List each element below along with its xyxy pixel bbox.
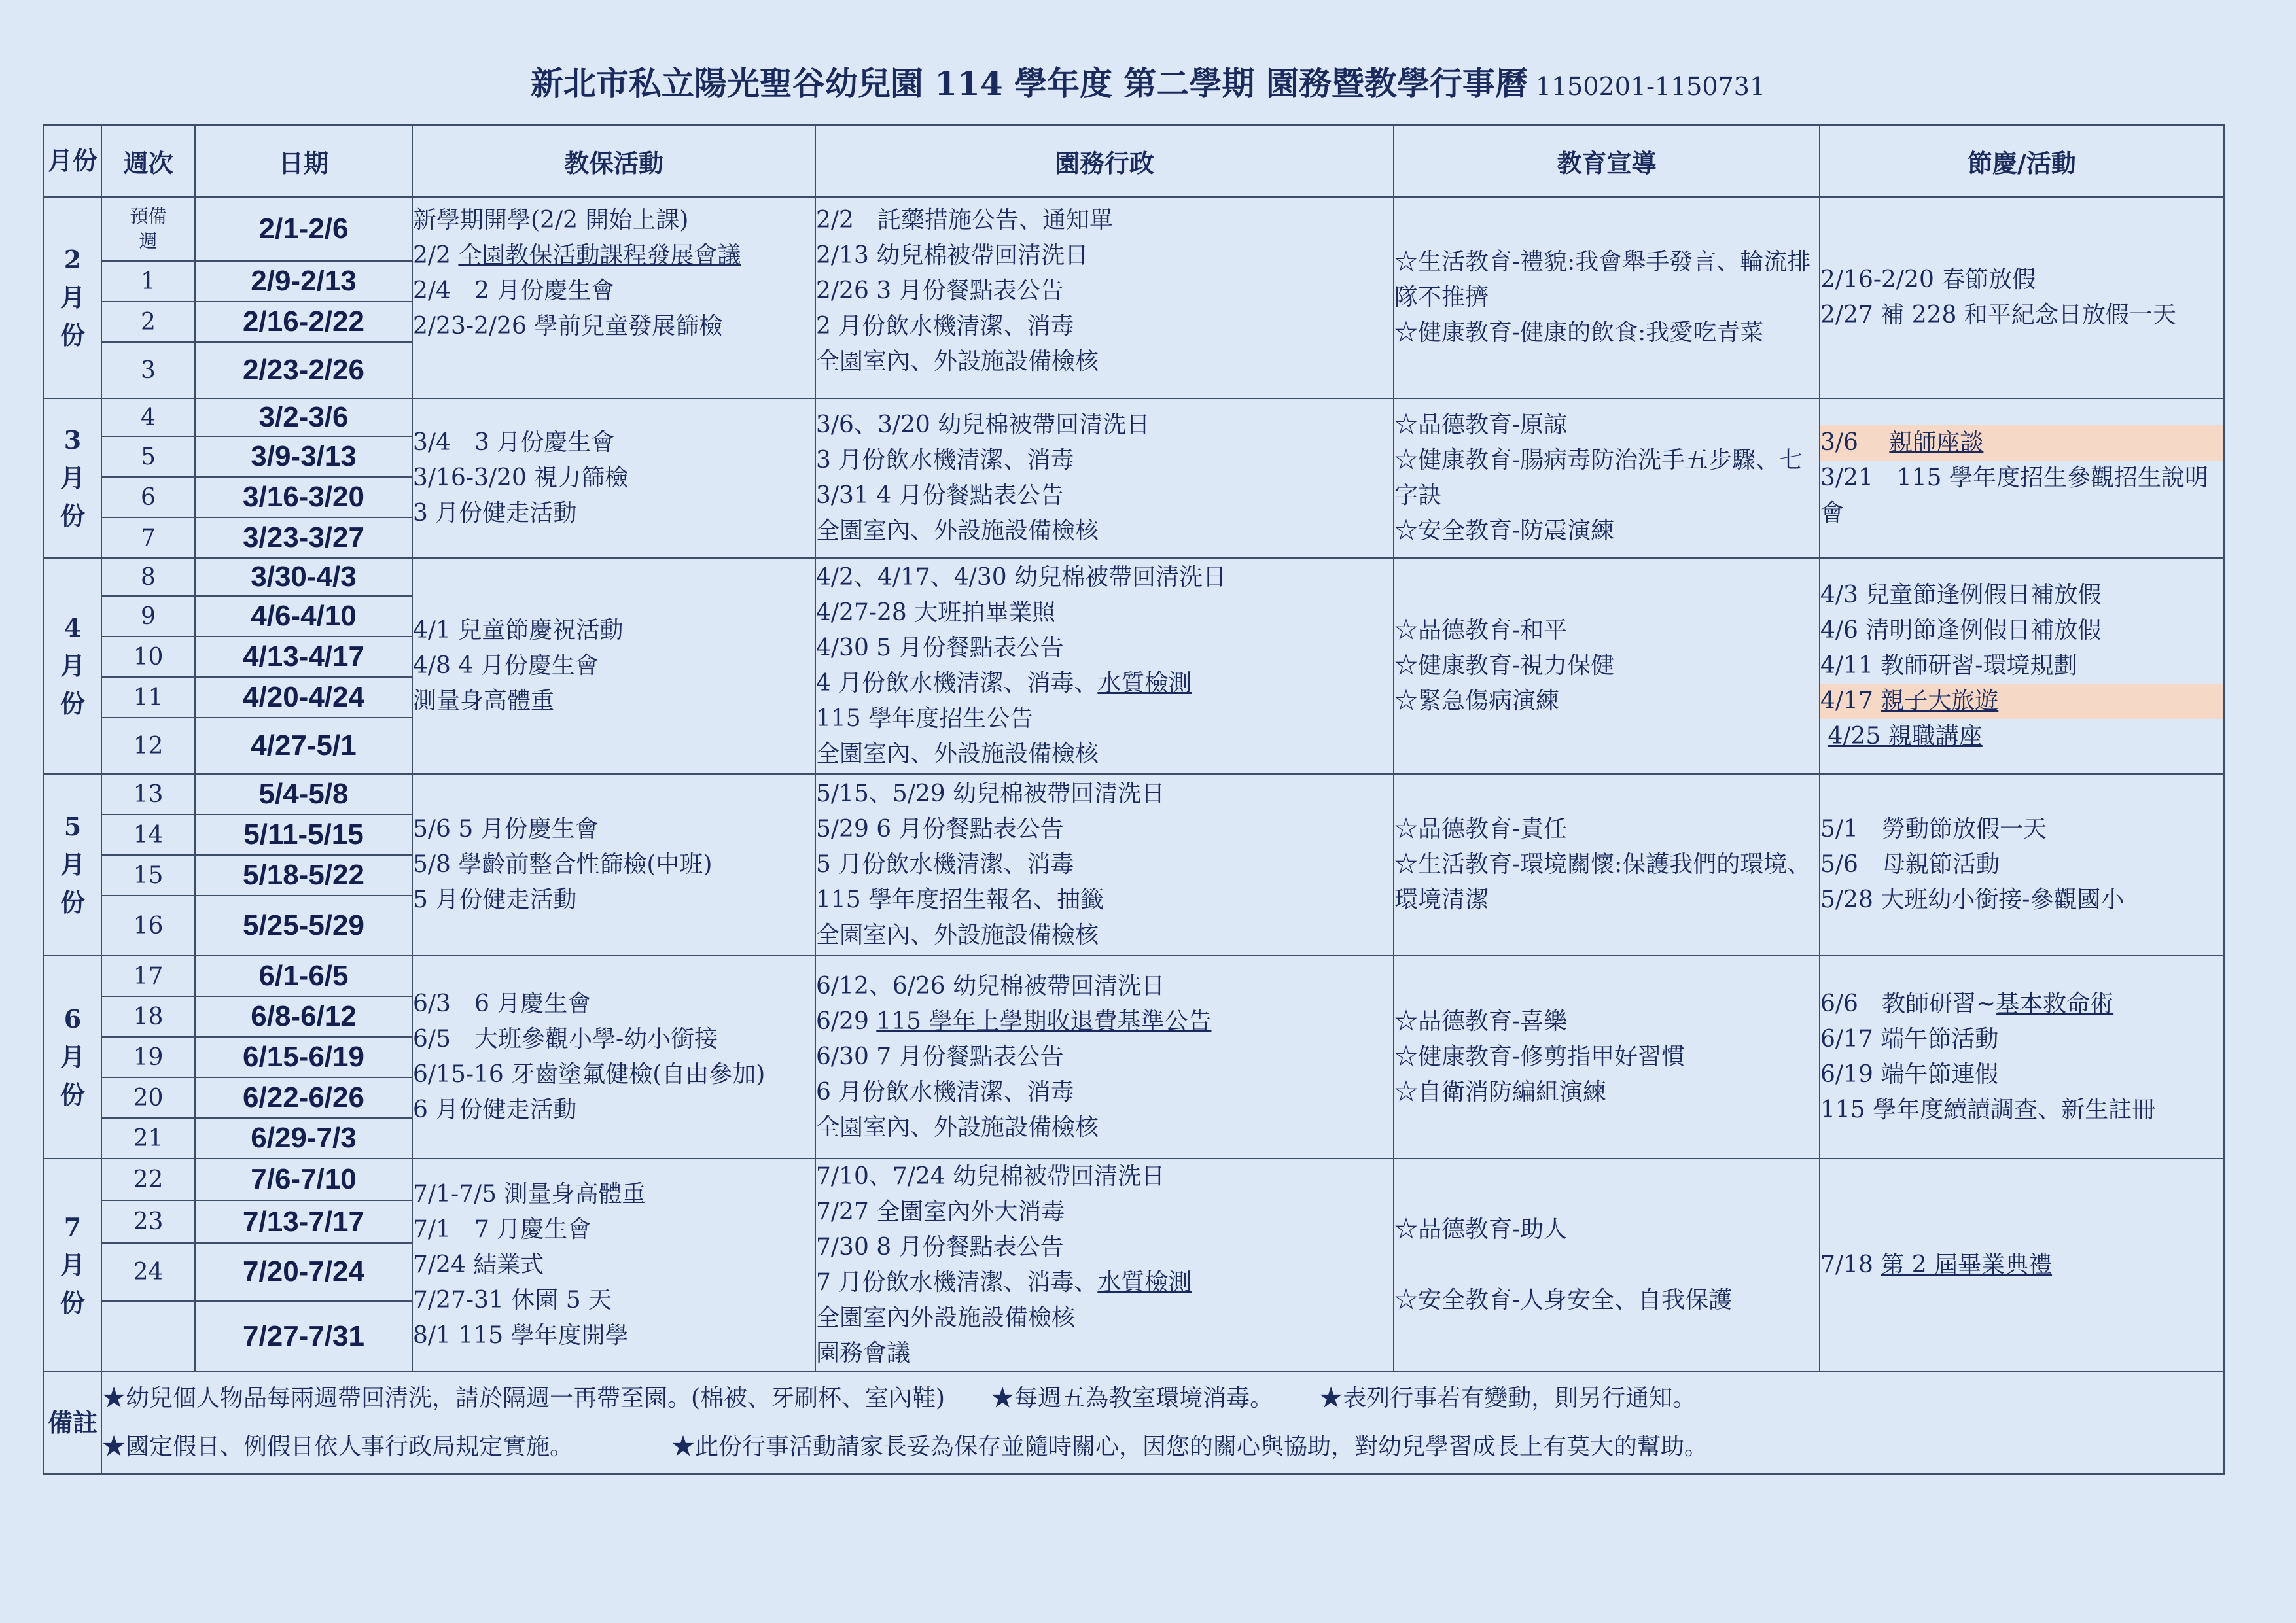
admin-cell <box>815 1159 1394 1372</box>
admin-line: 全園室內外設施設備檢核 <box>816 1304 1076 1331</box>
festival-line-underlined: 基本救命術 <box>1996 990 2114 1017</box>
admin-line: 全園室內、外設施設備檢核 <box>816 741 1099 767</box>
week-row <box>44 398 2224 436</box>
admin-line: 4/27-28 大班拍畢業照 <box>816 599 1056 626</box>
week-date-range: 3/2-3/6 <box>195 398 412 436</box>
admin-line-underlined: 水質檢測 <box>1097 1269 1192 1296</box>
week-row <box>44 1159 2224 1200</box>
admin-line-prefix: 4 月份飲水機清潔、消毒、 <box>816 670 1098 697</box>
week-row <box>44 197 2224 261</box>
education-line: ☆品德教育-原諒 <box>1394 411 1568 438</box>
teaching-line: 6/5 大班參觀小學-幼小銜接 <box>413 1026 718 1053</box>
week-number: 13 <box>101 774 195 814</box>
admin-line: 7/30 8 月份餐點表公告 <box>816 1234 1064 1261</box>
education-line: ☆品德教育-和平 <box>1394 617 1568 644</box>
teaching-line: 6 月份健走活動 <box>413 1096 577 1123</box>
note-item: ★表列行事若有變動，則另行通知。 <box>1319 1385 1697 1412</box>
festival-line <box>1820 425 2223 461</box>
week-date-range: 6/1-6/5 <box>195 956 412 996</box>
admin-line: 6/30 7 月份餐點表公告 <box>816 1043 1064 1070</box>
festival-line: 6/17 端午節活動 <box>1820 1026 1999 1053</box>
festival-line-underlined: 親師座談 <box>1889 429 1984 456</box>
week-date-range: 7/6-7/10 <box>195 1159 412 1200</box>
teaching-line-underlined: 全園教保活動課程發展會議 <box>458 242 741 269</box>
admin-line: 3 月份飲水機清潔、消毒 <box>816 447 1074 474</box>
week-number: 4 <box>101 398 195 436</box>
teaching-cell <box>412 956 815 1159</box>
note-item: ★幼兒個人物品每兩週帶回清洗，請於隔週一再帶至園。(棉被、牙刷杯、室內鞋) <box>102 1385 945 1412</box>
festival-line <box>1820 986 2223 1022</box>
admin-line: 5/15、5/29 幼兒棉被帶回清洗日 <box>816 780 1165 807</box>
notes-line-1 <box>102 1374 2223 1423</box>
header-date: 日期 <box>195 125 412 197</box>
teaching-cell <box>412 398 815 558</box>
teaching-line: 3/4 3 月份慶生會 <box>413 429 615 456</box>
week-number: 1 <box>101 261 195 302</box>
week-date-range: 3/16-3/20 <box>195 477 412 517</box>
teaching-line: 5/6 5 月份慶生會 <box>413 816 599 843</box>
festival-line-underlined: 4/25 親職講座 <box>1828 723 1983 750</box>
festival-line: 2/27 補 228 和平紀念日放假一天 <box>1820 302 2176 328</box>
notes-row <box>44 1372 2224 1474</box>
week-date-range: 6/22-6/26 <box>195 1077 412 1118</box>
admin-line: 3/6、3/20 幼兒棉被帶回清洗日 <box>816 411 1150 438</box>
festival-cell <box>1820 774 2224 956</box>
notes-label: 備註 <box>44 1372 101 1474</box>
month-label: 5月份 <box>44 774 101 956</box>
teaching-cell <box>412 197 815 398</box>
week-number: 9 <box>101 596 195 637</box>
teaching-cell <box>412 558 815 774</box>
festival-cell <box>1820 956 2224 1159</box>
week-date-range: 7/27-7/31 <box>195 1301 412 1372</box>
week-number: 18 <box>101 996 195 1037</box>
admin-line-prefix: 6/29 <box>816 1008 877 1035</box>
month-label: 6月份 <box>44 956 101 1159</box>
festival-line-prefix <box>1820 723 1828 750</box>
week-row <box>44 956 2224 996</box>
calendar-table <box>43 124 2225 1475</box>
admin-line: 全園室內、外設施設備檢核 <box>816 517 1099 544</box>
festival-cell <box>1820 558 2224 774</box>
education-line: ☆安全教育-人身安全、自我保護 <box>1394 1287 1733 1314</box>
festival-line-prefix: 6/6 教師研習~ <box>1820 990 1996 1017</box>
week-date-range: 2/23-2/26 <box>195 342 412 398</box>
note-item: ★每週五為教室環境消毒。 <box>991 1385 1274 1412</box>
admin-line: 2/26 3 月份餐點表公告 <box>816 277 1064 304</box>
week-date-range: 5/11-5/15 <box>195 814 412 855</box>
week-number: 14 <box>101 814 195 855</box>
admin-line: 3/31 4 月份餐點表公告 <box>816 482 1064 509</box>
week-number: 預備週 <box>101 197 195 261</box>
festival-line: 4/3 兒童節逢例假日補放假 <box>1820 582 2102 608</box>
teaching-line-prefix: 2/2 <box>413 242 459 269</box>
week-date-range: 5/18-5/22 <box>195 855 412 896</box>
festival-line: 6/19 端午節連假 <box>1820 1061 1999 1088</box>
admin-line: 2 月份飲水機清潔、消毒 <box>816 313 1074 340</box>
week-number: 8 <box>101 558 195 596</box>
month-label: 2月份 <box>44 197 101 398</box>
education-line: ☆緊急傷病演練 <box>1394 688 1560 714</box>
admin-cell <box>815 956 1394 1159</box>
week-row <box>44 774 2224 814</box>
festival-line: 115 學年度續讀調查、新生註冊 <box>1820 1096 2156 1123</box>
education-line: ☆健康教育-健康的飲食:我愛吃青菜 <box>1394 319 1764 346</box>
admin-cell <box>815 398 1394 558</box>
header-admin: 園務行政 <box>815 125 1394 197</box>
header-week: 週次 <box>101 125 195 197</box>
week-number: 22 <box>101 1159 195 1200</box>
admin-line: 2/2 託藥措施公告、通知單 <box>816 207 1113 234</box>
admin-line: 115 學年度招生報名、抽籤 <box>816 886 1104 913</box>
education-line: ☆生活教育-環境關懷:保護我們的環境、環境清潔 <box>1394 851 1811 913</box>
education-line: ☆品德教育-助人 <box>1394 1216 1568 1243</box>
festival-line <box>1820 719 2223 754</box>
teaching-line: 8/1 115 學年度開學 <box>413 1322 629 1349</box>
header-teaching: 教保活動 <box>412 125 815 197</box>
page-title <box>0 58 2296 105</box>
week-number: 17 <box>101 956 195 996</box>
week-date-range: 3/30-4/3 <box>195 558 412 596</box>
week-date-range: 3/9-3/13 <box>195 436 412 477</box>
week-number: 3 <box>101 342 195 398</box>
week-date-range: 5/25-5/29 <box>195 896 412 956</box>
week-date-range: 6/15-6/19 <box>195 1037 412 1077</box>
week-date-range: 2/1-2/6 <box>195 197 412 261</box>
admin-line-prefix: 7 月份飲水機清潔、消毒、 <box>816 1269 1098 1296</box>
week-date-range: 4/13-4/17 <box>195 637 412 677</box>
education-cell <box>1394 956 1820 1159</box>
week-number: 16 <box>101 896 195 956</box>
teaching-line: 3/16-3/20 視力篩檢 <box>413 464 629 491</box>
admin-line: 4/30 5 月份餐點表公告 <box>816 635 1064 661</box>
teaching-line: 2/23-2/26 學前兒童發展篩檢 <box>413 313 723 340</box>
admin-cell <box>815 558 1394 774</box>
festival-line-prefix: 3/6 <box>1820 429 1890 456</box>
admin-line: 5 月份飲水機清潔、消毒 <box>816 851 1074 878</box>
admin-line: 115 學年度招生公告 <box>816 705 1034 732</box>
header-month: 月份 <box>44 125 101 197</box>
week-row <box>44 558 2224 596</box>
week-date-range: 4/6-4/10 <box>195 596 412 637</box>
admin-line-underlined: 水質檢測 <box>1097 670 1192 697</box>
admin-line: 6/12、6/26 幼兒棉被帶回清洗日 <box>816 973 1165 1000</box>
week-number: 5 <box>101 436 195 477</box>
teaching-line: 6/15-16 牙齒塗氟健檢(自由參加) <box>413 1061 766 1088</box>
admin-line: 5/29 6 月份餐點表公告 <box>816 816 1064 843</box>
festival-line: 4/6 清明節逢例假日補放假 <box>1820 617 2102 644</box>
festival-line: 4/11 教師研習-環境規劃 <box>1820 652 2077 679</box>
education-line: ☆健康教育-腸病毒防治洗手五步驟、七字訣 <box>1394 447 1803 509</box>
admin-line: 6 月份飲水機清潔、消毒 <box>816 1079 1074 1106</box>
week-number <box>101 1301 195 1372</box>
teaching-line: 新學期開學(2/2 開始上課) <box>413 207 689 234</box>
week-date-range: 6/29-7/3 <box>195 1118 412 1159</box>
week-date-range: 2/16-2/22 <box>195 302 412 342</box>
week-number: 2 <box>101 302 195 342</box>
festival-line: 2/16-2/20 春節放假 <box>1820 266 2036 293</box>
education-line: ☆自衛消防編組演練 <box>1394 1079 1607 1106</box>
note-item: ★此份行事活動請家長妥為保存並隨時關心，因您的關心與協助，對幼兒學習成長上有莫大的幫助。 <box>671 1433 1708 1460</box>
admin-line: 7/27 全園室內外大消毒 <box>816 1198 1065 1225</box>
note-item: ★國定假日、例假日依人事行政局規定實施。 <box>102 1433 574 1460</box>
week-number: 15 <box>101 855 195 896</box>
teaching-line: 7/27-31 休園 5 天 <box>413 1287 612 1314</box>
festival-line <box>1820 684 2223 719</box>
admin-line-underlined: 115 學年上學期收退費基準公告 <box>876 1008 1212 1035</box>
week-number: 20 <box>101 1077 195 1118</box>
education-cell <box>1394 558 1820 774</box>
festival-line-prefix: 4/17 <box>1820 688 1881 714</box>
festival-line: 5/6 母親節活動 <box>1820 851 2000 878</box>
teaching-line: 7/1-7/5 測量身高體重 <box>413 1181 646 1208</box>
week-number: 12 <box>101 718 195 774</box>
month-label: 3月份 <box>44 398 101 558</box>
festival-cell <box>1820 197 2224 398</box>
education-line: ☆健康教育-修剪指甲好習慣 <box>1394 1043 1686 1070</box>
admin-line <box>816 1004 1393 1039</box>
teaching-line: 5/8 學齡前整合性篩檢(中班) <box>413 851 713 878</box>
festival-line-underlined: 親子大旅遊 <box>1881 688 1999 714</box>
admin-line: 2/13 幼兒棉被帶回清洗日 <box>816 242 1089 269</box>
festival-line <box>1820 1248 2223 1283</box>
week-date-range: 7/13-7/17 <box>195 1200 412 1242</box>
week-date-range: 5/4-5/8 <box>195 774 412 814</box>
admin-line: 園務會議 <box>816 1340 911 1367</box>
week-number: 6 <box>101 477 195 517</box>
week-number: 7 <box>101 517 195 558</box>
festival-line: 5/1 勞動節放假一天 <box>1820 816 2047 843</box>
week-date-range: 4/27-5/1 <box>195 718 412 774</box>
teaching-line: 4/1 兒童節慶祝活動 <box>413 617 624 644</box>
teaching-line: 3 月份健走活動 <box>413 500 577 527</box>
title-date-code: 1150201-1150731 <box>1535 72 1766 101</box>
teaching-line: 6/3 6 月慶生會 <box>413 990 592 1017</box>
festival-line: 3/21 115 學年度招生參觀招生說明會 <box>1820 464 2208 527</box>
education-line: ☆健康教育-視力保健 <box>1394 652 1615 679</box>
admin-line <box>816 666 1393 701</box>
week-date-range: 7/20-7/24 <box>195 1243 412 1301</box>
festival-cell <box>1820 398 2224 558</box>
title-main: 新北市私立陽光聖谷幼兒園 114 學年度 第二學期 園務暨教學行事曆 <box>530 64 1528 103</box>
education-line: ☆品德教育-責任 <box>1394 816 1568 843</box>
teaching-line: 7/24 結業式 <box>413 1251 544 1278</box>
education-line: ☆品德教育-喜樂 <box>1394 1008 1568 1035</box>
teaching-line: 7/1 7 月慶生會 <box>413 1216 592 1243</box>
header-education: 教育宣導 <box>1394 125 1820 197</box>
festival-line-underlined: 第 2 屆畢業典禮 <box>1881 1251 2053 1278</box>
teaching-line <box>413 238 815 273</box>
admin-cell <box>815 774 1394 956</box>
admin-line: 全園室內、外設施設備檢核 <box>816 922 1099 949</box>
notes-content <box>101 1372 2224 1474</box>
education-line: ☆安全教育-防震演練 <box>1394 517 1615 544</box>
week-number: 11 <box>101 677 195 718</box>
admin-line: 4/2、4/17、4/30 幼兒棉被帶回清洗日 <box>816 564 1227 591</box>
festival-line: 5/28 大班幼小銜接-參觀國小 <box>1820 886 2125 913</box>
education-cell <box>1394 1159 1820 1372</box>
teaching-line: 4/8 4 月份慶生會 <box>413 652 599 679</box>
festival-cell <box>1820 1159 2224 1372</box>
admin-line <box>816 1265 1393 1300</box>
admin-cell <box>815 197 1394 398</box>
education-line <box>1394 1248 1819 1283</box>
teaching-cell <box>412 1159 815 1372</box>
week-number: 10 <box>101 637 195 677</box>
admin-line: 全園室內、外設施設備檢核 <box>816 1114 1099 1141</box>
teaching-line: 測量身高體重 <box>413 688 555 714</box>
education-cell <box>1394 197 1820 398</box>
education-line: ☆生活教育-禮貌:我會舉手發言、輪流排隊不推擠 <box>1394 249 1811 311</box>
month-label: 7月份 <box>44 1159 101 1372</box>
week-number: 23 <box>101 1200 195 1242</box>
week-number: 19 <box>101 1037 195 1077</box>
week-date-range: 3/23-3/27 <box>195 517 412 558</box>
week-date-range: 6/8-6/12 <box>195 996 412 1037</box>
education-cell <box>1394 774 1820 956</box>
teaching-cell <box>412 774 815 956</box>
week-number: 24 <box>101 1243 195 1301</box>
admin-line: 7/10、7/24 幼兒棉被帶回清洗日 <box>816 1163 1165 1190</box>
festival-line-prefix: 7/18 <box>1820 1251 1881 1278</box>
notes-line-2 <box>102 1423 2223 1471</box>
month-label: 4月份 <box>44 558 101 774</box>
header-festival: 節慶/活動 <box>1820 125 2224 197</box>
admin-line: 全園室內、外設施設備檢核 <box>816 348 1099 375</box>
week-date-range: 2/9-2/13 <box>195 261 412 302</box>
teaching-line: 2/4 2 月份慶生會 <box>413 277 615 304</box>
teaching-line: 5 月份健走活動 <box>413 886 577 913</box>
header-row <box>44 125 2224 197</box>
education-cell <box>1394 398 1820 558</box>
week-number: 21 <box>101 1118 195 1159</box>
week-date-range: 4/20-4/24 <box>195 677 412 718</box>
